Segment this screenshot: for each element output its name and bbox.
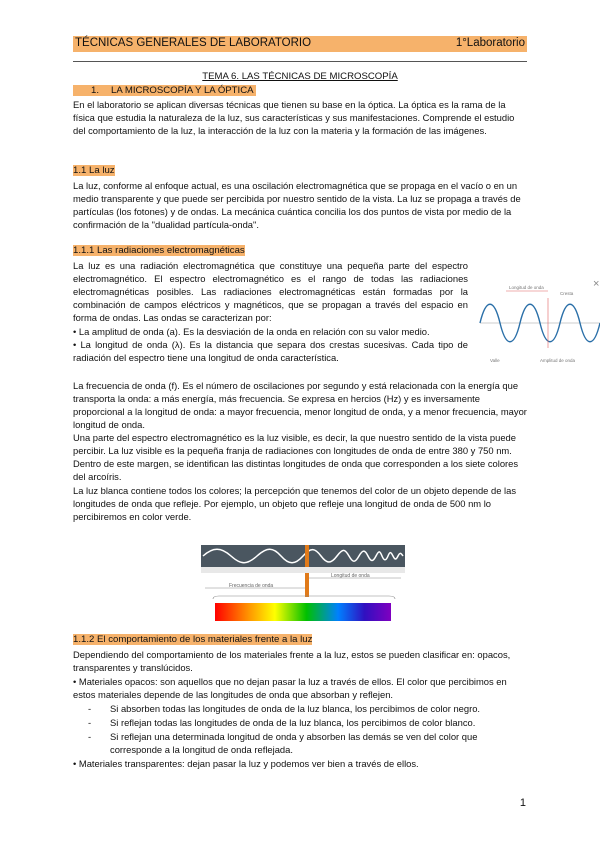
- page-number: 1: [519, 797, 526, 809]
- dash-item-blanco: - Si reflejan todas las longitudes de onda de la luz blanca, los percibimos de color blanco.: [88, 717, 476, 728]
- dash-item-color: - Si reflejan una determinada longitud de onda y absorben las demás se ven del color que corresponde a la longitud de onda reflejada.: [88, 731, 478, 755]
- spectrum-diagram: [201, 545, 405, 623]
- spectrum-label-frequency: Frecuencia de onda: [229, 583, 274, 589]
- paragraph-comportamiento: Dependiendo del comportamiento de los materiales frente a la luz, estos se pueden clasificar en: opacos, transparentes y translúcidos.: [73, 649, 511, 673]
- bullet-longitud: • La longitud de onda (λ). Es la distancia que separa dos crestas sucesivas. Cada tipo de radiación del espectro tiene una longitud de onda característica.: [73, 339, 468, 363]
- heading-1-1-2: 1.1.2 El comportamiento de los materiales frente a la luz: [73, 634, 313, 645]
- section-heading-1: 1. LA MICROSCOPÍA Y LA ÓPTICA: [73, 85, 256, 96]
- wave-label-wavelength: Longitud de onda: [509, 285, 544, 290]
- header-left: TÉCNICAS GENERALES DE LABORATORIO: [75, 37, 312, 49]
- dash-item-negro: - Si absorben todas las longitudes de onda de la luz blanca, los percibimos de color negro.: [88, 703, 481, 714]
- close-icon[interactable]: ×: [593, 278, 600, 290]
- paragraph-radiaciones: La luz es una radiación electromagnética que constituye una pequeña parte del espectro electromagnético. El espectro electromagnético es el rango de todas las radiaciones electromagnéticas posibles. Las radiaciones electromagnéticas están formadas por la combinación de campos eléctricos y magnéticos, que se propagan a través del espacio en forma de ondas. Las ondas se caracterizan por:: [73, 260, 468, 323]
- header-divider: [73, 61, 527, 62]
- intro-paragraph: En el laboratorio se aplican diversas técnicas que tienen su base en la óptica. La óptica es la rama de la física que estudia la naturaleza de la luz, sus características y sus manifestaciones. Comprende el estudio del comportamiento de la luz, la interacción de la luz con la materia y la formación de las imágenes.: [73, 99, 515, 136]
- paragraph-la-luz: La luz, conforme al enfoque actual, es una oscilación electromagnética que se propaga en el vacío o en un medio transparente y que puede ser percibida por nuestro sentido de la vista. La luz se propaga a través de partículas (los fotones) y de ondas. La mecánica cuántica concilia los dos puntos de vista por medio de la confirmación de la "dualidad partícula-onda".: [73, 180, 521, 230]
- document-title: TEMA 6. LAS TÉCNICAS DE MICROSCOPÍA: [202, 71, 398, 82]
- wave-label-crest: Cresta: [560, 291, 574, 296]
- heading-1-1: 1.1 La luz: [73, 165, 115, 176]
- wave-label-amplitude: Amplitud de onda: [540, 358, 576, 363]
- heading-1-1-1: 1.1.1 Las radiaciones electromagnéticas: [73, 245, 245, 256]
- spectrum-label-wavelength: Longitud de onda: [331, 573, 370, 579]
- header-right: 1°Laboratorio: [455, 37, 525, 49]
- wave-label-trough: Valle: [490, 358, 500, 363]
- wave-diagram: [476, 276, 600, 370]
- paragraph-luz-blanca: La luz blanca contiene todos los colores; la percepción que tenemos del color de un objeto depende de las longitudes de onda que refleje. Por ejemplo, un objeto que refleje una longitud de onda de 500 nm lo percibiremos en color verde.: [73, 485, 517, 522]
- bullet-amplitud: • La amplitud de onda (a). Es la desviación de la onda en relación con su valor medio.: [73, 326, 430, 337]
- paragraph-luz-visible: Una parte del espectro electromagnético es la luz visible, es decir, la que nuestro sentido de la vista puede percibir. La luz visible es la pequeña franja de radiaciones con longitudes de onda de entre 380 y 750 nm. Dentro de este margen, se identifican las distintas longitudes de onda que corresponden a los siete colores del arcoíris.: [73, 432, 519, 482]
- bullet-transparentes: • Materiales transparentes: dejan pasar la luz y podemos ver bien a través de ellos.: [73, 758, 419, 769]
- paragraph-frecuencia: La frecuencia de onda (f). Es el número de oscilaciones por segundo y está relacionada con la energía que transporta la onda: a más energía, más frecuencia. Se expresa en hercios (Hz) y es inversamente proporcional a la longitud de onda: a mayor frecuencia, menor longitud de onda, y a menor frecuencia, mayor longitud de onda.: [73, 380, 527, 430]
- page-header: [73, 36, 527, 52]
- bullet-opacos: • Materiales opacos: son aquellos que no dejan pasar la luz a través de ellos. El color que percibimos en estos materiales depende de las longitudes de onda que absorban y reflejen.: [73, 676, 507, 700]
